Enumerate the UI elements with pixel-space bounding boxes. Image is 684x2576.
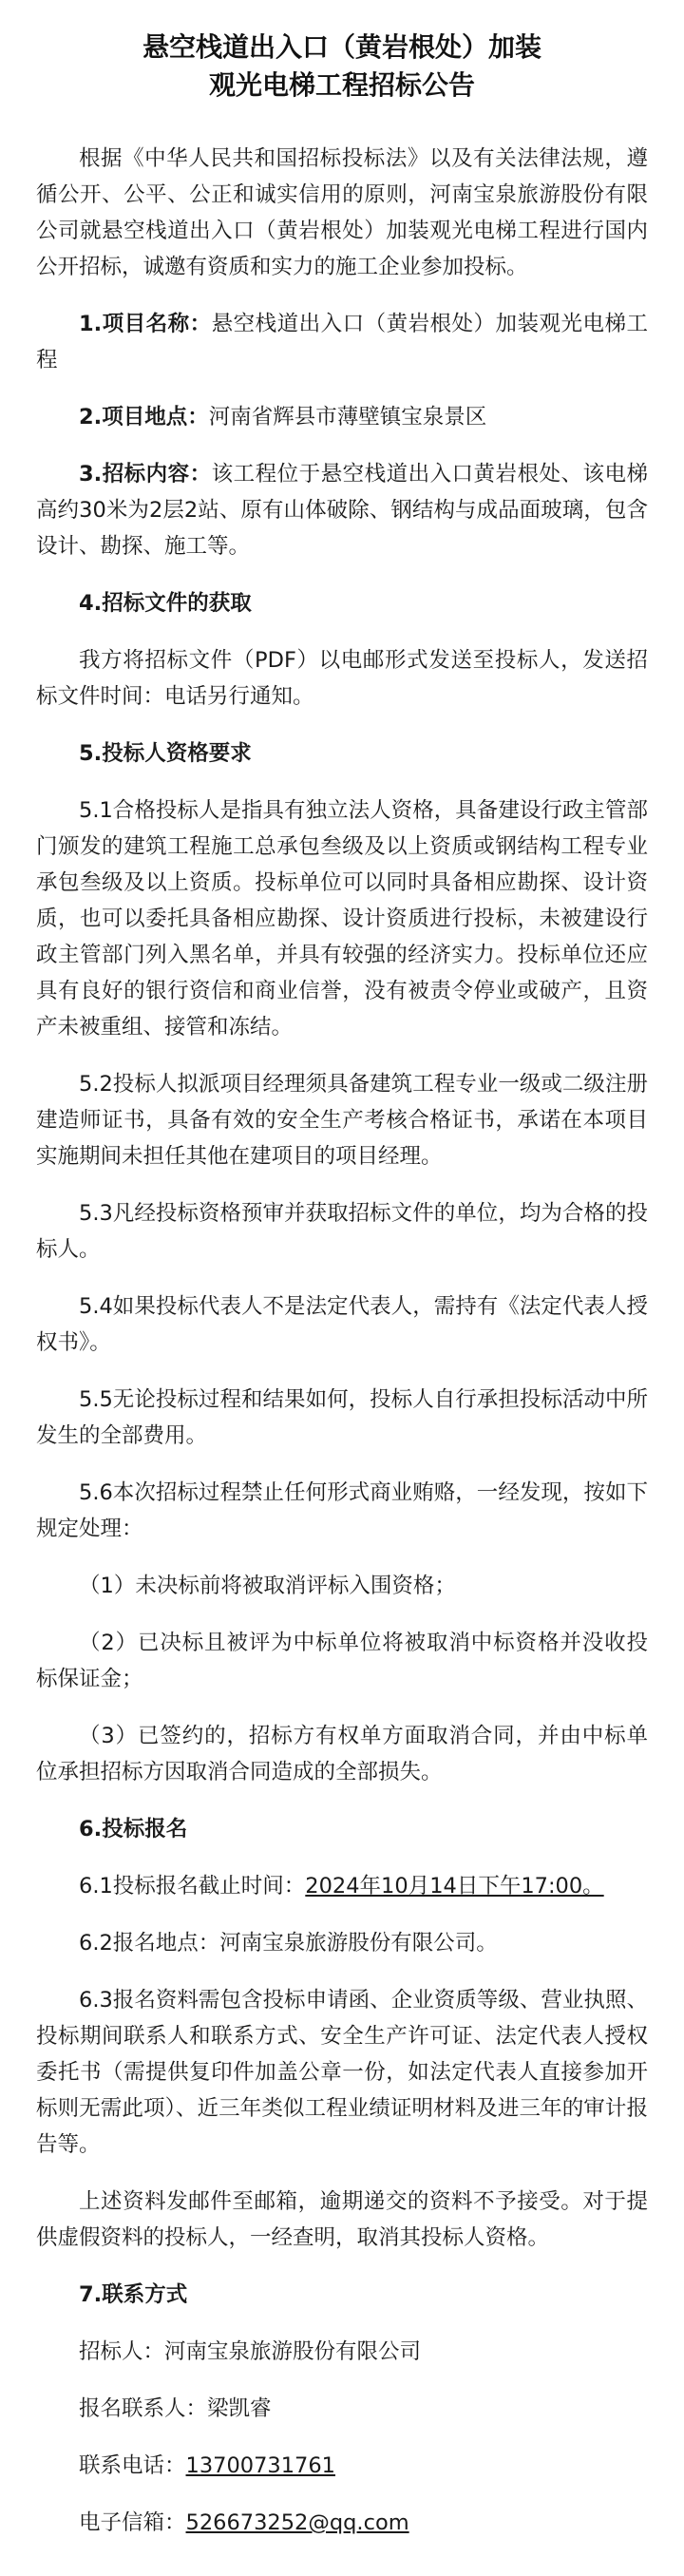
project-location [36, 399, 648, 435]
tender-content-label: 3.招标内容： [79, 462, 212, 487]
project-name-label: 1.项目名称： [79, 312, 212, 336]
section-7-heading: 7.联系方式 [79, 2282, 188, 2307]
phone-link[interactable]: 13700731761 [185, 2453, 335, 2478]
project-name-value: 悬空栈道出入口（黄岩根处）加装观光电梯工程 [36, 312, 648, 372]
project-name [36, 306, 648, 378]
section-6-note: 上述资料发邮件至邮箱，逾期递交的资料不予接受。对于提供虚假资料的投标人，一经查明，取消其投标人资格。 [36, 2189, 648, 2250]
tender-content-value: 该工程位于悬空栈道出入口黄岩根处、该电梯高约30米为2层2站、原有山体破除、钢结构与成品面玻璃，包含设计、勘探、施工等。 [36, 462, 648, 559]
section-6-1 [36, 1868, 648, 1904]
section-5-4: 5.4如果投标代表人不是法定代表人，需持有《法定代表人授权书》。 [36, 1294, 648, 1355]
section-5-2: 5.2投标人拟派项目经理须具备建筑工程专业一级或二级注册建造师证书，具备有效的安全生产考核合格证书，承诺在本项目实施期间未担任其他在建项目的项目经理。 [36, 1072, 648, 1169]
deadline-value: 2024年10月14日下午17:00。 [305, 1874, 604, 1899]
rule-3: （3）已签约的，招标方有权单方面取消合同，并由中标单位承担招标方因取消合同造成的全部损失。 [36, 1724, 648, 1784]
page-title [36, 29, 648, 105]
section-5-3: 5.3凡经投标资格预审并获取招标文件的单位，均为合格的投标人。 [36, 1201, 648, 1262]
tenderer: 招标人：河南宝泉旅游股份有限公司 [79, 2339, 422, 2364]
rule-2: （2）已决标且被评为中标单位将被取消中标资格并没收投标保证金； [36, 1631, 648, 1691]
tender-content [36, 456, 648, 564]
title-line-1: 悬空栈道出入口（黄岩根处）加装 [142, 31, 542, 63]
section-6-2: 6.2报名地点：河南宝泉旅游股份有限公司。 [79, 1931, 498, 1956]
email-link[interactable]: 526673252@qq.com [185, 2510, 409, 2535]
section-6-3: 6.3报名资料需包含投标申请函、企业资质等级、营业执照、投标期间联系人和联系方式、安全生产许可证、法定代表人授权委托书（需提供复印件加盖公章一份，如法定代表人直接参加开标则无需此项）、近三年类似工程业绩证明材料及进三年的审计报告等。 [36, 1988, 648, 2157]
section-4-text: 我方将招标文件（PDF）以电邮形式发送至投标人，发送招标文件时间：电话另行通知。 [36, 648, 648, 709]
email-label: 电子信箱： [79, 2510, 186, 2535]
contact-person: 报名联系人：梁凯睿 [79, 2396, 272, 2421]
section-4-heading: 4.招标文件的获取 [79, 591, 252, 616]
section-5-heading: 5.投标人资格要求 [79, 741, 252, 766]
contact-phone [36, 2448, 648, 2484]
rule-1: （1）未决标前将被取消评标入围资格； [79, 1574, 456, 1598]
section-5-1: 5.1合格投标人是指具有独立法人资格，具备建设行政主管部门颁发的建筑工程施工总承包叁级及以上资质或钢结构工程专业承包叁级及以上资质。投标单位可以同时具备相应勘探、设计资质，也可以委托具备相应勘探、设计资质进行投标，未被建设行政主管部门列入黑名单，并具有较强的经济实力。投标单位还应具有良好的银行资信和商业信誉，没有被责令停业或破产，且资产未被重组、接管和冻结。 [36, 798, 648, 1040]
project-location-value: 河南省辉县市薄壁镇宝泉景区 [208, 405, 487, 429]
deadline-label: 6.1投标报名截止时间： [79, 1874, 306, 1899]
intro-paragraph: 根据《中华人民共和国招标投标法》以及有关法律法规，遵循公开、公平、公正和诚实信用的原则，河南宝泉旅游股份有限公司就悬空栈道出入口（黄岩根处）加装观光电梯工程进行国内公开招标，诚邀有资质和实力的施工企业参加投标。 [36, 146, 648, 279]
section-5-5: 5.5无论投标过程和结果如何，投标人自行承担投标活动中所发生的全部费用。 [36, 1387, 648, 1448]
project-location-label: 2.项目地点： [79, 405, 209, 429]
contact-email [36, 2505, 648, 2541]
section-5-6: 5.6本次招标过程禁止任何形式商业贿赂，一经发现，按如下规定处理： [36, 1480, 648, 1541]
phone-label: 联系电话： [79, 2453, 186, 2478]
title-line-2: 观光电梯工程招标公告 [208, 69, 475, 101]
section-6-heading: 6.投标报名 [79, 1817, 188, 1841]
